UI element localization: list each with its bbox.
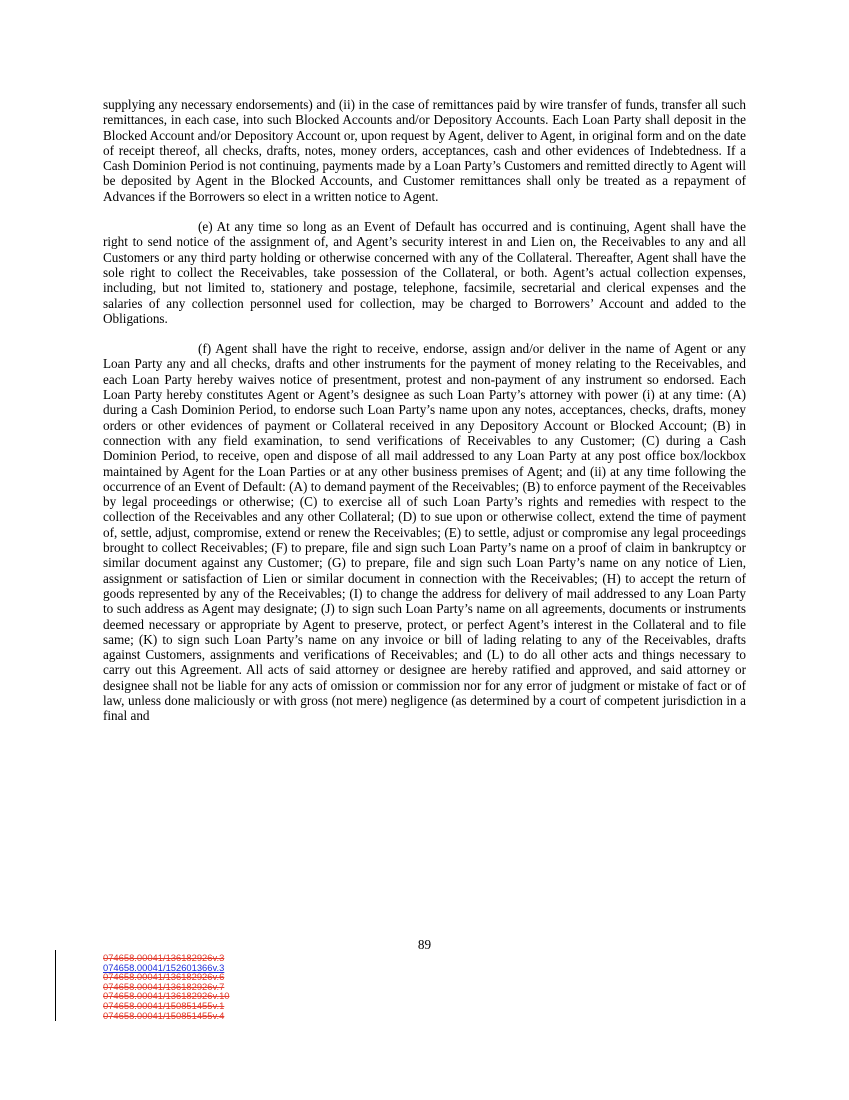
doc-id-deleted: 074658.00041/136182926v.6 — [103, 971, 225, 983]
doc-id-deleted: 074658.00041/150851455v.4 — [103, 1009, 225, 1021]
doc-id-inserted: 074658.00041/152601366v.3 — [103, 961, 225, 973]
paragraph-f: (f) Agent shall have the right to receive, endorse, assign and/or deliver in the name of Agent or any Loan Party any and all checks, drafts and other instruments for the payment of money relating to the Receivables, and each Loan Party hereby waives notice of presentment, protest and non-payment of any instrument so endorsed. Each Loan Party hereby constitutes Agent or Agent’s designee as such Loan Party’s attorney with power (i) at any time: (A) during a Cash Dominion Period, to endorse such Loan Party’s name upon any notes, acceptances, checks, drafts, money orders or other evidences of payment or Collateral received in any Depository Account or Blocked Account; (B) in connection with any field examination, to send verifications of Receivables to any Customer; (C) during a Cash Dominion Period, to receive, open and dispose of all mail addressed to any Loan Party at any post office box/lockbox maintained by Agent for the Loan Parties or at any other business premises of Agent; and (ii) at any time following the occurrence of an Event of Default: (A) to demand payment of the Receivables; (B) to enforce payment of the Receivables by legal proceedings or otherwise; (C) to exercise all of such Loan Party’s rights and remedies with respect to the collection of the Receivables and any other Collateral; (D) to sue upon or otherwise collect, extend the time of payment of, settle, adjust, compromise, extend or renew the Receivables; (E) to settle, adjust or compromise any legal proceedings brought to collect Receivables; (F) to prepare, file and sign such Loan Party’s name on a proof of claim in bankruptcy or similar document against any Customer; (G) to prepare, file and sign such Loan Party’s name on any notice of Lien, assignment or satisfaction of Lien or similar document in connection with the Receivables; (H) to accept the return of goods represented by any of the Receivables; (I) to change the address for delivery of mail addressed to any Loan Party to such address as Agent may designate; (J) to sign such Loan Party’s name on all agreements, documents or instruments deemed necessary or appropriate by Agent to preserve, protect, or perfect Agent’s interest in the Collateral and to file same; (K) to sign such Loan Party’s name on any invoice or bill of lading relating to any of the Receivables, drafts against Customers, assignments and verifications of Receivables; and (L) to do all other acts and things necessary to carry out this Agreement. All acts of said attorney or designee are hereby ratified and approved, and said attorney or designee shall not be liable for any acts of omission or commission nor for any error of judgment or mistake of fact or of law, unless done maliciously or with gross (not mere) negligence (as determined by a court of competent jurisdiction in a final and — [103, 341, 746, 724]
revision-change-bar — [55, 950, 56, 1021]
document-body — [103, 97, 746, 724]
doc-id-deleted: 074658.00041/150851455v.1 — [103, 999, 225, 1011]
page-number: 89 — [417, 937, 432, 952]
doc-id-deleted: 074658.00041/136182926v.10 — [103, 990, 230, 1002]
doc-id-deleted: 074658.00041/136182926v.3 — [103, 952, 225, 963]
paragraph-continuation: supplying any necessary endorsements) and (ii) in the case of remittances paid by wire transfer of funds, transfer all such remittances, in each case, into such Blocked Accounts and/or Depository Accounts. Each Loan Party shall deposit in the Blocked Account and/or Depository Account or, upon request by Agent, deliver to Agent, in original form and on the date of receipt thereof, all checks, drafts, notes, money orders, acceptances, cash and other evidences of Indebtedness. If a Cash Dominion Period is not continuing, payments made by a Loan Party’s Customers and remitted directly to Agent will be deposited by Agent in the Blocked Accounts, and Customer remittances shall only be treated as a repayment of Advances if the Borrowers so elect in a written notice to Agent. — [103, 97, 746, 204]
document-id-list — [103, 953, 230, 1020]
doc-id-deleted: 074658.00041/136182926v.7 — [103, 980, 225, 992]
paragraph-e: (e) At any time so long as an Event of Default has occurred and is continuing, Agent shall have the right to send notice of the assignment of, and Agent’s security interest in and Lien on, the Receivables to any and all Customers or any third party holding or otherwise concerned with any of the Collateral. Thereafter, Agent shall have the sole right to collect the Receivables, take possession of the Collateral, or both. Agent’s actual collection expenses, including, but not limited to, stationery and postage, telephone, facsimile, secretarial and clerical expenses and the salaries of any collection personnel used for collection, may be charged to Borrowers’ Account and added to the Obligations. — [103, 219, 746, 326]
